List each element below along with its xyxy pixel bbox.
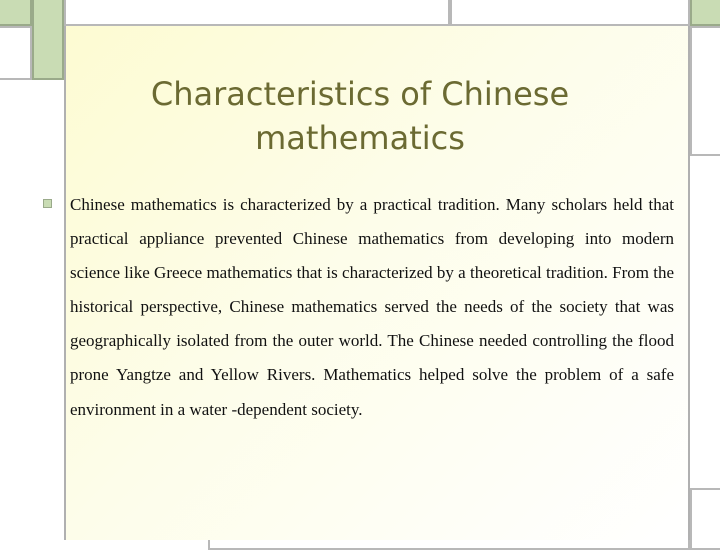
decor-square-topleft-green xyxy=(0,0,32,26)
decor-square-left-green xyxy=(32,0,64,80)
divider-right-vertical xyxy=(688,26,690,540)
bullet-square-icon xyxy=(43,199,52,208)
decor-square-topright-white xyxy=(450,0,690,26)
slide-title: Characteristics of Chinese mathematics xyxy=(150,75,570,157)
decor-square-top-white xyxy=(64,0,450,26)
decor-square-topright-green xyxy=(690,0,720,26)
decor-square-left-white xyxy=(0,26,32,80)
decor-square-right-white xyxy=(690,26,720,156)
bullet-text: Chinese mathematics is characterized by a practical tradition. Many scholars held that practical appliance prevented Chinese mathematics from developing into modern science like Greece mathematics that is characterized by a theoretical tradition. From the historical perspective, Chinese mathematics served the needs of the society that was geographically isolated from the outer world. The Chinese needed controlling the flood prone Yangtze and Yellow Rivers. Mathematics helped solve the problem of a safe environment in a water -dependent society. xyxy=(70,195,674,419)
decor-square-bottomright-white xyxy=(690,488,720,550)
